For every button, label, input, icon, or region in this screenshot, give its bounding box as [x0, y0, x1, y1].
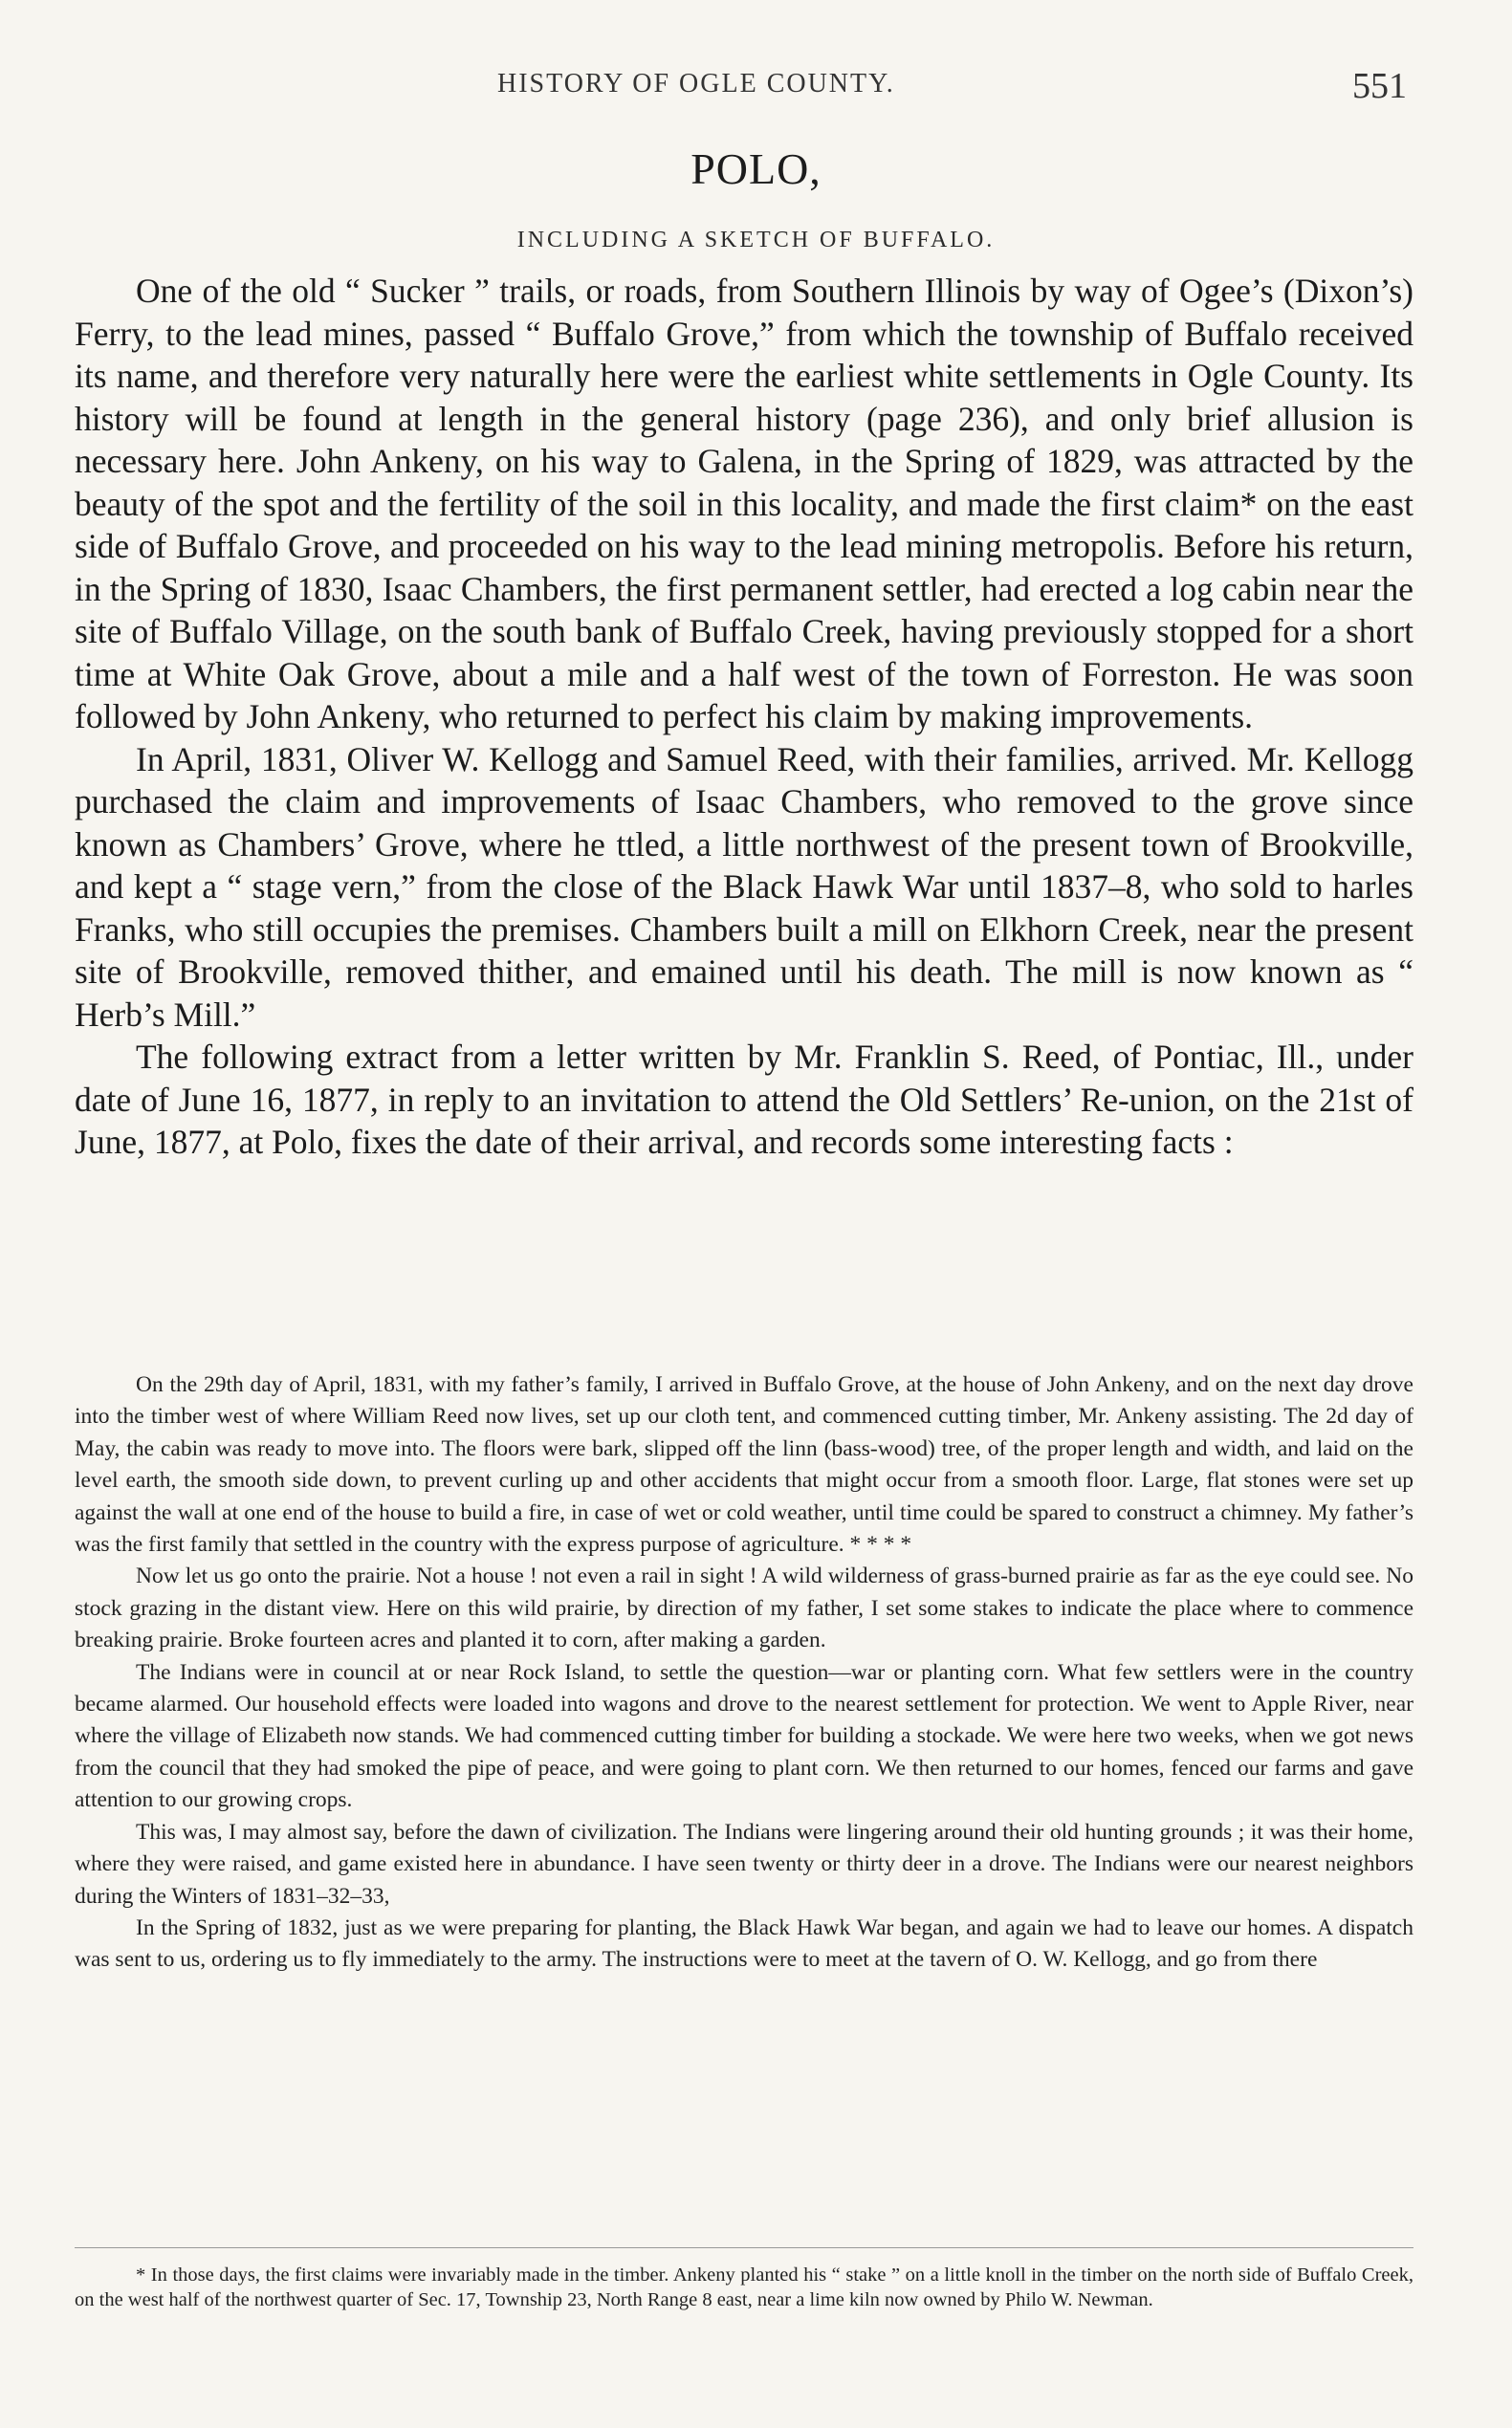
footnote: [75, 2263, 1413, 2312]
footnote-divider: [75, 2247, 1413, 2248]
letter-paragraph: On the 29th day of April, 1831, with my father’s family, I arrived in Buffalo Grove, at the house of John Ankeny, and on the next day drove into the timber west of where William Reed now lives, set up our cloth tent, and commenced cutting timber, Mr. Ankeny assisting. The 2d day of May, the cabin was ready to move into. The floors were bark, slipped off the linn (bass-wood) tree, of the proper length and width, and laid on the level earth, the smooth side down, to prevent curling up and other accidents that might occur from a smooth floor. Large, flat stones were set up against the wall at one end of the house to build a fire, in case of wet or cold weather, until time could be spared to construct a chimney. My father’s was the first family that settled in the country with the express purpose of agriculture. * * * *: [75, 1372, 1413, 1558]
page-number: 551: [1352, 66, 1407, 106]
letter-paragraph: In the Spring of 1832, just as we were preparing for planting, the Black Hawk War began, and again we had to leave our homes. A dispatch was sent to us, ordering us to fly immediately to the army. The instructions were to meet at the tavern of O. W. Kellogg, and go from there: [75, 1914, 1413, 1973]
letter-paragraph: This was, I may almost say, before the dawn of civilization. The Indians were lingering around their old hunting grounds ; it was their home, where they were raised, and game existed here in abundance. I have seen twenty or thirty deer in a drove. The Indians were our nearest neighbors during the Winters of 1831–32–33,: [75, 1819, 1413, 1909]
letter-paragraph: The Indians were in council at or near Rock Island, to settle the question—war or planting corn. What few settlers were in the country became alarmed. Our household effects were loaded into wagons and drove to the nearest settlement for protection. We went to Apple River, near where the village of Elizabeth now stands. We had commenced cutting timber for building a stockade. We were here two weeks, when we got news from the council that they had smoked the pipe of peace, and were going to plant corn. We then returned to our homes, fenced our farms and gave attention to our growing crops.: [75, 1659, 1413, 1813]
letter-paragraph: Now let us go onto the prairie. Not a house ! not even a rail in sight ! A wild wilderness of grass-burned prairie as far as the eye could see. No stock grazing in the distant view. Here on this wild prairie, by direction of my father, I set some stakes to indicate the place where to commence breaking prairie. Broke fourteen acres and planted it to corn, after making a garden.: [75, 1564, 1413, 1653]
letter-extract: [75, 1369, 1413, 1977]
body-paragraph: The following extract from a letter written by Mr. Franklin S. Reed, of Pontiac, Ill., under date of June 16, 1877, in reply to an invitation to attend the Old Settlers’ Re-union, on the 21st of June, 1877, at Polo, fixes the date of their arrival, and records some interesting facts :: [75, 1038, 1413, 1161]
section-subtitle: INCLUDING A SKETCH OF BUFFALO.: [516, 228, 996, 252]
running-head: [0, 65, 1512, 106]
section-title: POLO,: [690, 144, 822, 193]
body-text: [75, 270, 1413, 1164]
body-paragraph: In April, 1831, Oliver W. Kellogg and Samuel Reed, with their families, arrived. Mr. Kellogg purchased the claim and improvements of Isaac Chambers, who removed to the grove since known as Chambers’ Grove, where he ttled, a little northwest of the present town of Brookville, and kept a “ stage vern,” from the close of the Black Hawk War until 1837–8, who sold to harles Franks, who still occupies the premises. Chambers built a mill on Elkhorn Creek, near the present site of Brookville, removed thither, and emained until his death. The mill is now known as “ Herb’s Mill.”: [75, 739, 1413, 1034]
running-title: HISTORY OF OGLE COUNTY.: [497, 69, 895, 98]
footnote-text: * In those days, the first claims were invariably made in the timber. Ankeny planted his “ stake ” on a little knoll in the timber on the north side of Buffalo Creek, on the west half of the northwest quarter of Sec. 17, Township 23, North Range 8 east, near a lime kiln now owned by Philo W. Newman.: [75, 2264, 1413, 2310]
body-paragraph: One of the old “ Sucker ” trails, or roads, from Southern Illinois by way of Ogee’s (Dixon’s) Ferry, to the lead mines, passed “ Buffalo Grove,” from which the township of Buffalo received its name, and therefore very naturally here were the earliest white settlements in Ogle County. Its history will be found at length in the general history (page 236), and only brief allusion is necessary here. John Ankeny, on his way to Galena, in the Spring of 1829, was attracted by the beauty of the spot and the fertility of the soil in this locality, and made the first claim* on the east side of Buffalo Grove, and proceeded on his way to the lead mining metropolis. Before his return, in the Spring of 1830, Isaac Chambers, the first permanent settler, had erected a log cabin near the site of Buffalo Village, on the south bank of Buffalo Creek, having previously stopped for a short time at White Oak Grove, about a mile and a half west of the town of Forreston. He was soon followed by John Ankeny, who returned to perfect his claim by making improvements.: [75, 272, 1413, 735]
